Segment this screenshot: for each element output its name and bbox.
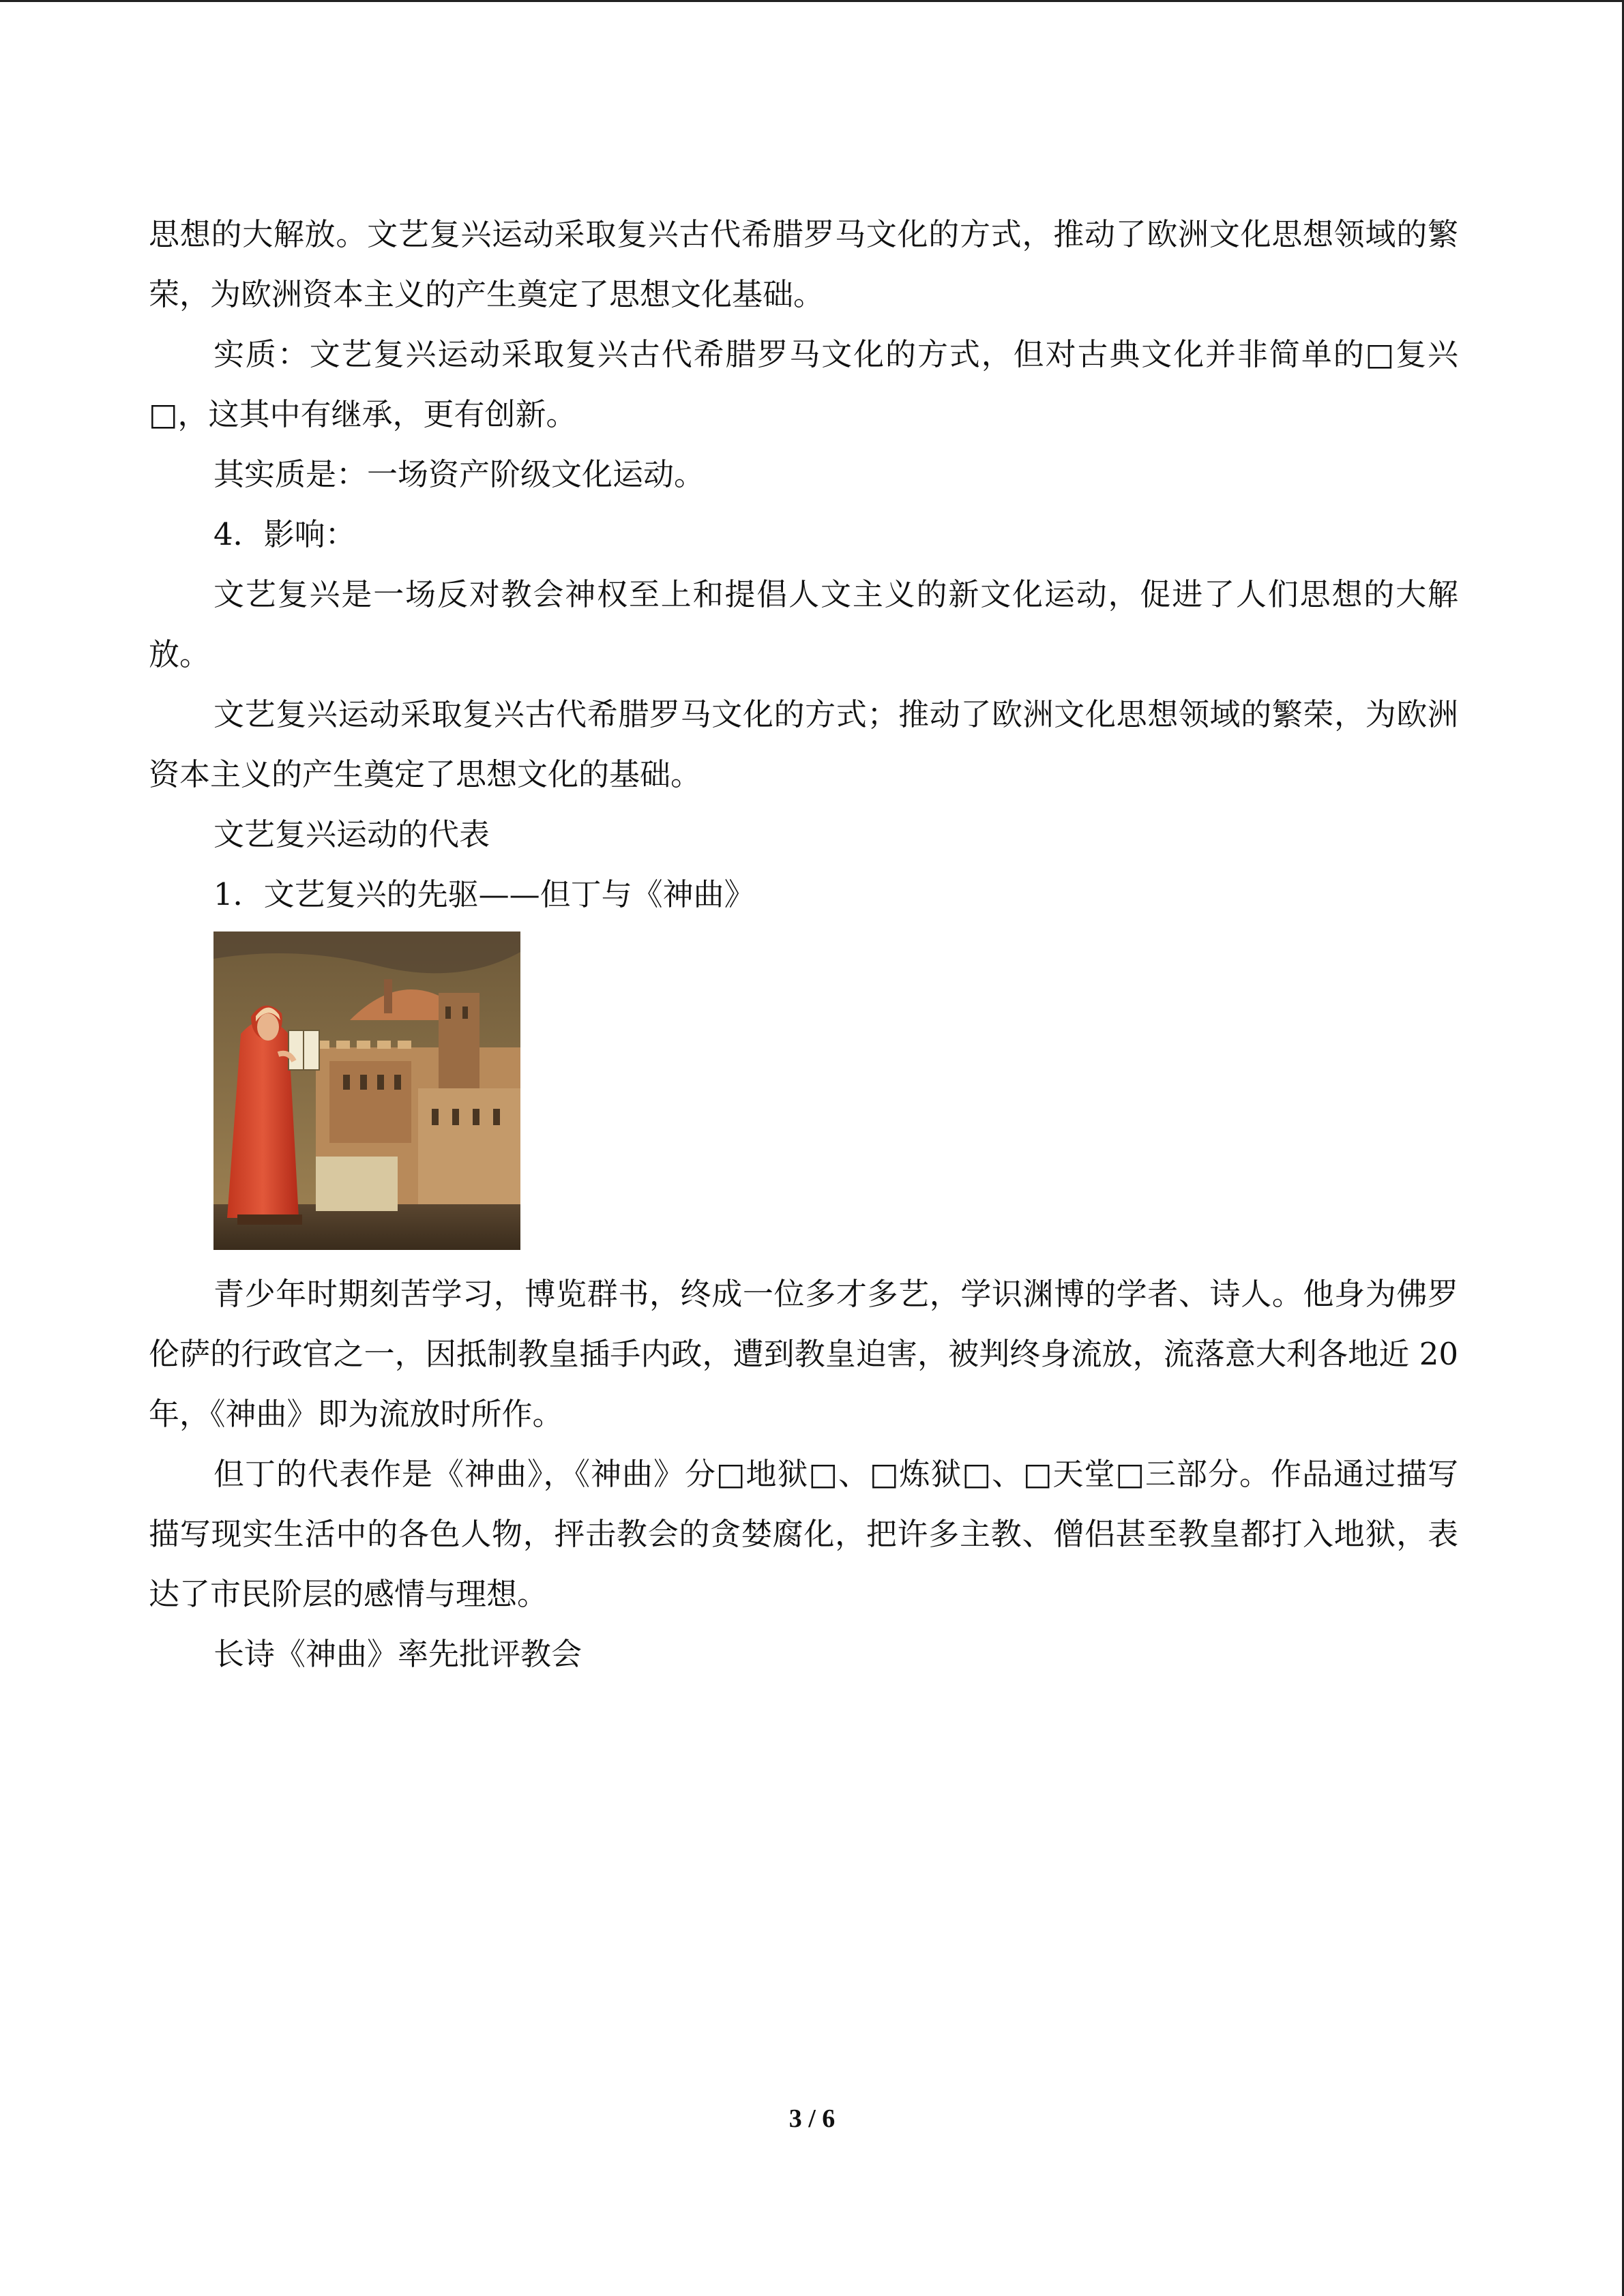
paragraph-dante-bio: 青少年时期刻苦学习，博览群书，终成一位多才多艺，学识渊博的学者、诗人。他身为佛罗伦萨的行政官之一，因抵制教皇插手内政，遭到教皇迫害，被判终身流放，流落意大利各地近 20 年，《神曲》即为流放时所作。 xyxy=(149,1276,1458,1432)
paragraph-essence-summary: 其实质是：一场资产阶级文化运动。 xyxy=(213,456,705,492)
dante-painting-image xyxy=(213,931,520,1250)
document-body xyxy=(149,205,1458,1684)
heading-influence: 4．影响： xyxy=(213,516,356,552)
paragraph-criticism: 长诗《神曲》率先批评教会 xyxy=(213,1636,582,1672)
paragraph-continuation: 思想的大解放。文艺复兴运动采取复兴古代希腊罗马文化的方式，推动了欧洲文化思想领域的繁荣，为欧洲资本主义的产生奠定了思想文化基础。 xyxy=(149,216,1458,312)
paragraph-influence-2: 文艺复兴运动采取复兴古代希腊罗马文化的方式；推动了欧洲文化思想领域的繁荣，为欧洲资本主义的产生奠定了思想文化的基础。 xyxy=(149,696,1458,792)
figure-container xyxy=(149,931,1458,1264)
heading-representatives: 文艺复兴运动的代表 xyxy=(213,816,490,852)
paragraph-divine-comedy: 但丁的代表作是《神曲》，《神曲》分□地狱□、□炼狱□、□天堂□三部分。作品通过描写描写现实生活中的各色人物，抨击教会的贪婪腐化，把许多主教、僧侣甚至教皇都打入地狱，表达了市民阶层的感情与理想。 xyxy=(149,1456,1458,1612)
heading-dante: 1．文艺复兴的先驱——但丁与《神曲》 xyxy=(213,876,755,912)
page-number: 3 / 6 xyxy=(788,2104,836,2133)
paragraph-influence-1: 文艺复兴是一场反对教会神权至上和提倡人文主义的新文化运动，促进了人们思想的大解放。 xyxy=(149,576,1458,672)
paragraph-essence: 实质：文艺复兴运动采取复兴古代希腊罗马文化的方式，但对古典文化并非简单的□复兴□，这其中有继承，更有创新。 xyxy=(149,336,1458,432)
